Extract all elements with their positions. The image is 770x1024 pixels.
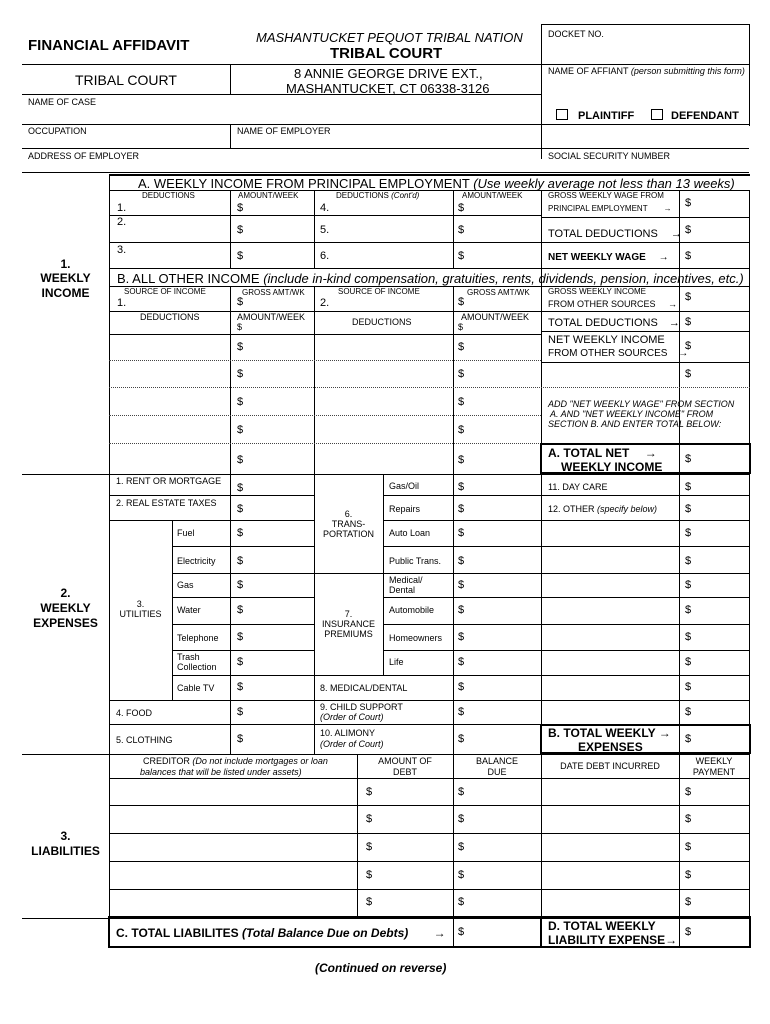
insurance-num: 7. [344,609,353,619]
child-support-value[interactable]: $ [458,706,465,718]
amount-week-header-2: AMOUNT/WEEK [462,191,523,200]
creditor-header: CREDITOR (Do not include mortgages or loan [143,756,328,766]
employer-name-label: NAME OF EMPLOYER [237,126,331,136]
b-ded-row5-b[interactable]: $ [458,454,465,466]
life-label: Life [389,657,404,667]
deductions-header: DEDUCTIONS [142,191,195,200]
income-side-label-2: INCOME [41,286,90,300]
medical-dental-label-2: Dental [389,585,416,595]
gross-income-value[interactable]: $ [685,291,692,303]
fuel-value[interactable]: $ [237,527,244,539]
liability-expense-label: LIABILITY EXPENSE→ [548,933,678,947]
other-row5-value[interactable]: $ [685,604,692,616]
homeowners-label: Homeowners [389,633,443,643]
debt-3-balance[interactable]: $ [458,841,465,853]
water-value[interactable]: $ [237,604,244,616]
debt-5-balance[interactable]: $ [458,896,465,908]
b-ded-row3-a[interactable]: $ [237,396,244,408]
other-row6-value[interactable]: $ [685,631,692,643]
income-side-label-1: WEEKLY [40,271,91,285]
gross-wage-label-1: GROSS WEEKLY WAGE FROM [548,191,664,200]
b-ded-row5-a[interactable]: $ [237,454,244,466]
add-note-1: ADD "NET WEEKLY WAGE" FROM SECTION [548,399,735,409]
utilities-num: 3. [136,599,145,609]
medical-dental-8-label: 8. MEDICAL/DENTAL [320,683,408,693]
gross-wage-label-2: PRINCIPAL EMPLOYMENT → [548,204,672,213]
debt-5-payment[interactable]: $ [685,896,692,908]
nation-name: MASHANTUCKET PEQUOT TRIBAL NATION [256,30,523,45]
net-weekly-wage: NET WEEKLY WAGE → [548,252,669,263]
gross-amt-header: GROSS AMT/WK [242,288,305,297]
auto-loan-value[interactable]: $ [458,527,465,539]
affiant-label: NAME OF AFFIANT (person submitting this form) [548,66,745,76]
deduction-4-value[interactable]: $ [458,202,465,214]
public-trans-value[interactable]: $ [458,555,465,567]
balance-header-1: BALANCE [475,756,519,766]
debt-4-payment[interactable]: $ [685,869,692,881]
electricity-label: Electricity [177,556,216,566]
public-trans-label: Public Trans. [389,556,442,566]
utilities-label: UTILITIES [119,609,162,619]
electricity-value[interactable]: $ [237,555,244,567]
plaintiff-label: PLAINTIFF [578,110,635,122]
day-care-label: 11. DAY CARE [548,482,608,492]
deduction-5-value[interactable]: $ [458,224,465,236]
life-ins-value[interactable]: $ [458,656,465,668]
income-side-num: 1. [60,257,71,271]
medical-ins-value[interactable]: $ [458,579,465,591]
automobile-label: Automobile [389,605,435,615]
b-ded-row3-b[interactable]: $ [458,396,465,408]
amount-week-b-header: AMOUNT/WEEK [237,312,306,322]
water-label: Water [177,605,201,615]
total-net-income-value[interactable]: $ [685,453,692,465]
cable-label: Cable TV [177,683,215,693]
section-b-title: B. ALL OTHER INCOME (include in-kind compensation, gratuities, rents, dividends, pension, incentives, etc.) [117,271,744,286]
real-estate-taxes-value[interactable]: $ [237,503,244,515]
other-row2-value[interactable]: $ [685,527,692,539]
insurance-label-2: PREMIUMS [324,629,373,639]
ssn-label: SOCIAL SECURITY NUMBER [548,151,671,161]
transportation-label-2: PORTATION [322,529,374,539]
fuel-label: Fuel [177,528,195,538]
other-value[interactable]: $ [685,503,692,515]
court-name: TRIBAL COURT [330,45,443,62]
alimony-label-2: (Order of Court) [320,739,384,749]
rent-label: 1. RENT OR MORTGAGE [116,476,222,486]
trash-label-1: Trash [177,652,200,662]
medical-dental-8-value[interactable]: $ [458,681,465,693]
total-weekly-expenses-label: B. TOTAL WEEKLY → [548,726,671,740]
source-income-header: SOURCE OF INCOME [124,287,206,296]
b-ded-row4-a[interactable]: $ [237,424,244,436]
amount-week-b-dollar: $ [237,322,243,332]
other-row8-value[interactable]: $ [685,681,692,693]
other-row7-value[interactable]: $ [685,656,692,668]
rent-value[interactable]: $ [237,482,244,494]
b-extra-value[interactable]: $ [685,368,692,380]
source-num-1: 1. [117,297,127,309]
telephone-label: Telephone [177,633,219,643]
form-title: FINANCIAL AFFIDAVIT [28,37,190,54]
alimony-label-1: 10. ALIMONY [320,728,376,738]
gross-income-label-2: FROM OTHER SOURCES → [548,299,678,309]
deduction-1-value[interactable]: $ [237,202,244,214]
total-deductions-b-value[interactable]: $ [685,316,692,328]
gas-value[interactable]: $ [237,579,244,591]
other-row4-value[interactable]: $ [685,579,692,591]
deductions-b-header: DEDUCTIONS [140,312,200,322]
add-note-3: SECTION B. AND ENTER TOTAL BELOW: [548,419,722,429]
expenses-side-label-2: EXPENSES [33,616,98,630]
weekly-income-label: WEEKLY INCOME [561,460,663,474]
other-row9-value[interactable]: $ [685,706,692,718]
amount-week-header: AMOUNT/WEEK [238,191,299,200]
court-left: TRIBAL COURT [75,72,177,88]
weekly-payment-header-1: WEEKLY [695,756,733,766]
plaintiff-checkbox[interactable] [556,109,568,120]
amount-debt-header-1: AMOUNT OF [378,756,432,766]
gas-label: Gas [177,580,194,590]
balance-header-2: DUE [487,767,507,777]
total-deductions-a: TOTAL DEDUCTIONS → [548,228,682,240]
amount-week-b-header-2: AMOUNT/WEEK [461,312,530,322]
debt-2-balance[interactable]: $ [458,813,465,825]
clothing-value[interactable]: $ [237,733,244,745]
gross-amt-header-2: GROSS AMT/WK [467,288,530,297]
b-ded-row1-a[interactable]: $ [237,341,244,353]
debt-2-payment[interactable]: $ [685,813,692,825]
child-support-label-2: (Order of Court) [320,712,384,722]
debt-4-balance[interactable]: $ [458,869,465,881]
b-ded-row4-b[interactable]: $ [458,424,465,436]
deduction-6-value[interactable]: $ [458,250,465,262]
total-liability-expense-value[interactable]: $ [685,926,692,938]
deduction-num-1: 1. [117,202,127,214]
deduction-2-value[interactable]: $ [237,224,244,236]
date-incurred-header: DATE DEBT INCURRED [560,761,660,771]
debt-1-balance[interactable]: $ [458,786,465,798]
liabilities-side-label: LIABILITIES [31,844,100,858]
clothing-label: 5. CLOTHING [116,735,173,745]
cable-value[interactable]: $ [237,681,244,693]
net-weekly-wage-value[interactable]: $ [685,250,692,262]
net-income-label-2: FROM OTHER SOURCES → [548,348,689,359]
transportation-num: 6. [344,509,353,519]
liabilities-side-num: 3. [60,829,71,843]
real-estate-taxes-label: 2. REAL ESTATE TAXES [116,498,217,508]
transportation-label-1: TRANS- [331,519,366,529]
docket-label: DOCKET NO. [548,29,604,39]
expenses-side-label-1: WEEKLY [40,601,91,615]
net-income-label-1: NET WEEKLY INCOME [548,334,665,346]
total-liabilities-value[interactable]: $ [458,926,465,938]
auto-loan-label: Auto Loan [389,528,431,538]
deductions-contd-header: DEDUCTIONS (Cont'd) [336,191,420,200]
alimony-value[interactable]: $ [458,733,465,745]
defendant-label: DEFENDANT [671,110,739,122]
food-label: 4. FOOD [116,708,153,718]
repairs-label: Repairs [389,504,421,514]
deduction-num-2: 2. [117,216,127,228]
b-ded-row2-a[interactable]: $ [237,368,244,380]
total-net-label: A. TOTAL NET → [548,446,657,460]
add-note-2: A. AND "NET WEEKLY INCOME" FROM [550,409,714,419]
defendant-checkbox[interactable] [651,109,663,120]
debt-3-payment[interactable]: $ [685,841,692,853]
section-a-title: A. WEEKLY INCOME FROM PRINCIPAL EMPLOYMENT (Use weekly average not less than 13 weeks) [138,176,735,191]
gas-oil-value[interactable]: $ [458,481,465,493]
deduction-3-value[interactable]: $ [237,250,244,262]
gross-wage-value[interactable]: $ [685,197,692,209]
source-2-value[interactable]: $ [458,296,465,308]
child-support-label-1: 9. CHILD SUPPORT [320,702,403,712]
deduction-num-5: 5. [320,224,330,236]
repairs-value[interactable]: $ [458,503,465,515]
continued-note: (Continued on reverse) [315,961,447,975]
deductions-b-header-2: DEDUCTIONS [352,317,412,327]
expenses-label: EXPENSES [578,740,643,754]
amount-week-b-dollar-2: $ [458,322,464,332]
trash-label-2: Collection [177,662,217,672]
debt-5-amount[interactable]: $ [366,896,373,908]
total-weekly-liability-label: D. TOTAL WEEKLY [548,919,656,933]
debt-2-amount[interactable]: $ [366,813,373,825]
address-line-1: 8 ANNIE GEORGE DRIVE EXT., [294,66,483,81]
other-row3-value[interactable]: $ [685,555,692,567]
homeowners-value[interactable]: $ [458,631,465,643]
creditor-note: balances that will be listed under assets) [140,767,302,777]
b-ded-row1-b[interactable]: $ [458,341,465,353]
b-ded-row2-b[interactable]: $ [458,368,465,380]
source-num-2: 2. [320,297,330,309]
address-line-2: MASHANTUCKET, CT 06338-3126 [286,81,490,96]
total-weekly-expenses-value[interactable]: $ [685,733,692,745]
debt-1-amount[interactable]: $ [366,786,373,798]
medical-dental-label-1: Medical/ [389,575,423,585]
gross-income-label-1: GROSS WEEKLY INCOME [548,287,646,296]
total-deductions-a-value[interactable]: $ [685,224,692,236]
expenses-side-num: 2. [60,586,71,600]
other-label: 12. OTHER (specify below) [548,504,658,514]
case-label: NAME OF CASE [28,97,97,107]
trash-value[interactable]: $ [237,656,244,668]
insurance-label-1: INSURANCE [321,619,375,629]
debt-1-payment[interactable]: $ [685,786,692,798]
day-care-value[interactable]: $ [685,481,692,493]
total-liabilities-label: C. TOTAL LIABILITES (Total Balance Due on Debts) → [116,926,446,940]
debt-4-amount[interactable]: $ [366,869,373,881]
debt-3-amount[interactable]: $ [366,841,373,853]
deduction-num-4: 4. [320,202,330,214]
employer-address-label: ADDRESS OF EMPLOYER [28,151,140,161]
deduction-num-3: 3. [117,244,127,256]
total-deductions-b: TOTAL DEDUCTIONS → [548,317,680,329]
deduction-num-6: 6. [320,250,330,262]
food-value[interactable]: $ [237,706,244,718]
net-income-value[interactable]: $ [685,340,692,352]
source-income-header-2: SOURCE OF INCOME [338,287,420,296]
amount-debt-header-2: DEBT [392,767,417,777]
gas-oil-label: Gas/Oil [389,481,420,491]
weekly-payment-header-2: PAYMENT [692,767,736,777]
telephone-value[interactable]: $ [237,631,244,643]
source-1-value[interactable]: $ [237,296,244,308]
automobile-value[interactable]: $ [458,604,465,616]
occupation-label: OCCUPATION [28,126,87,136]
